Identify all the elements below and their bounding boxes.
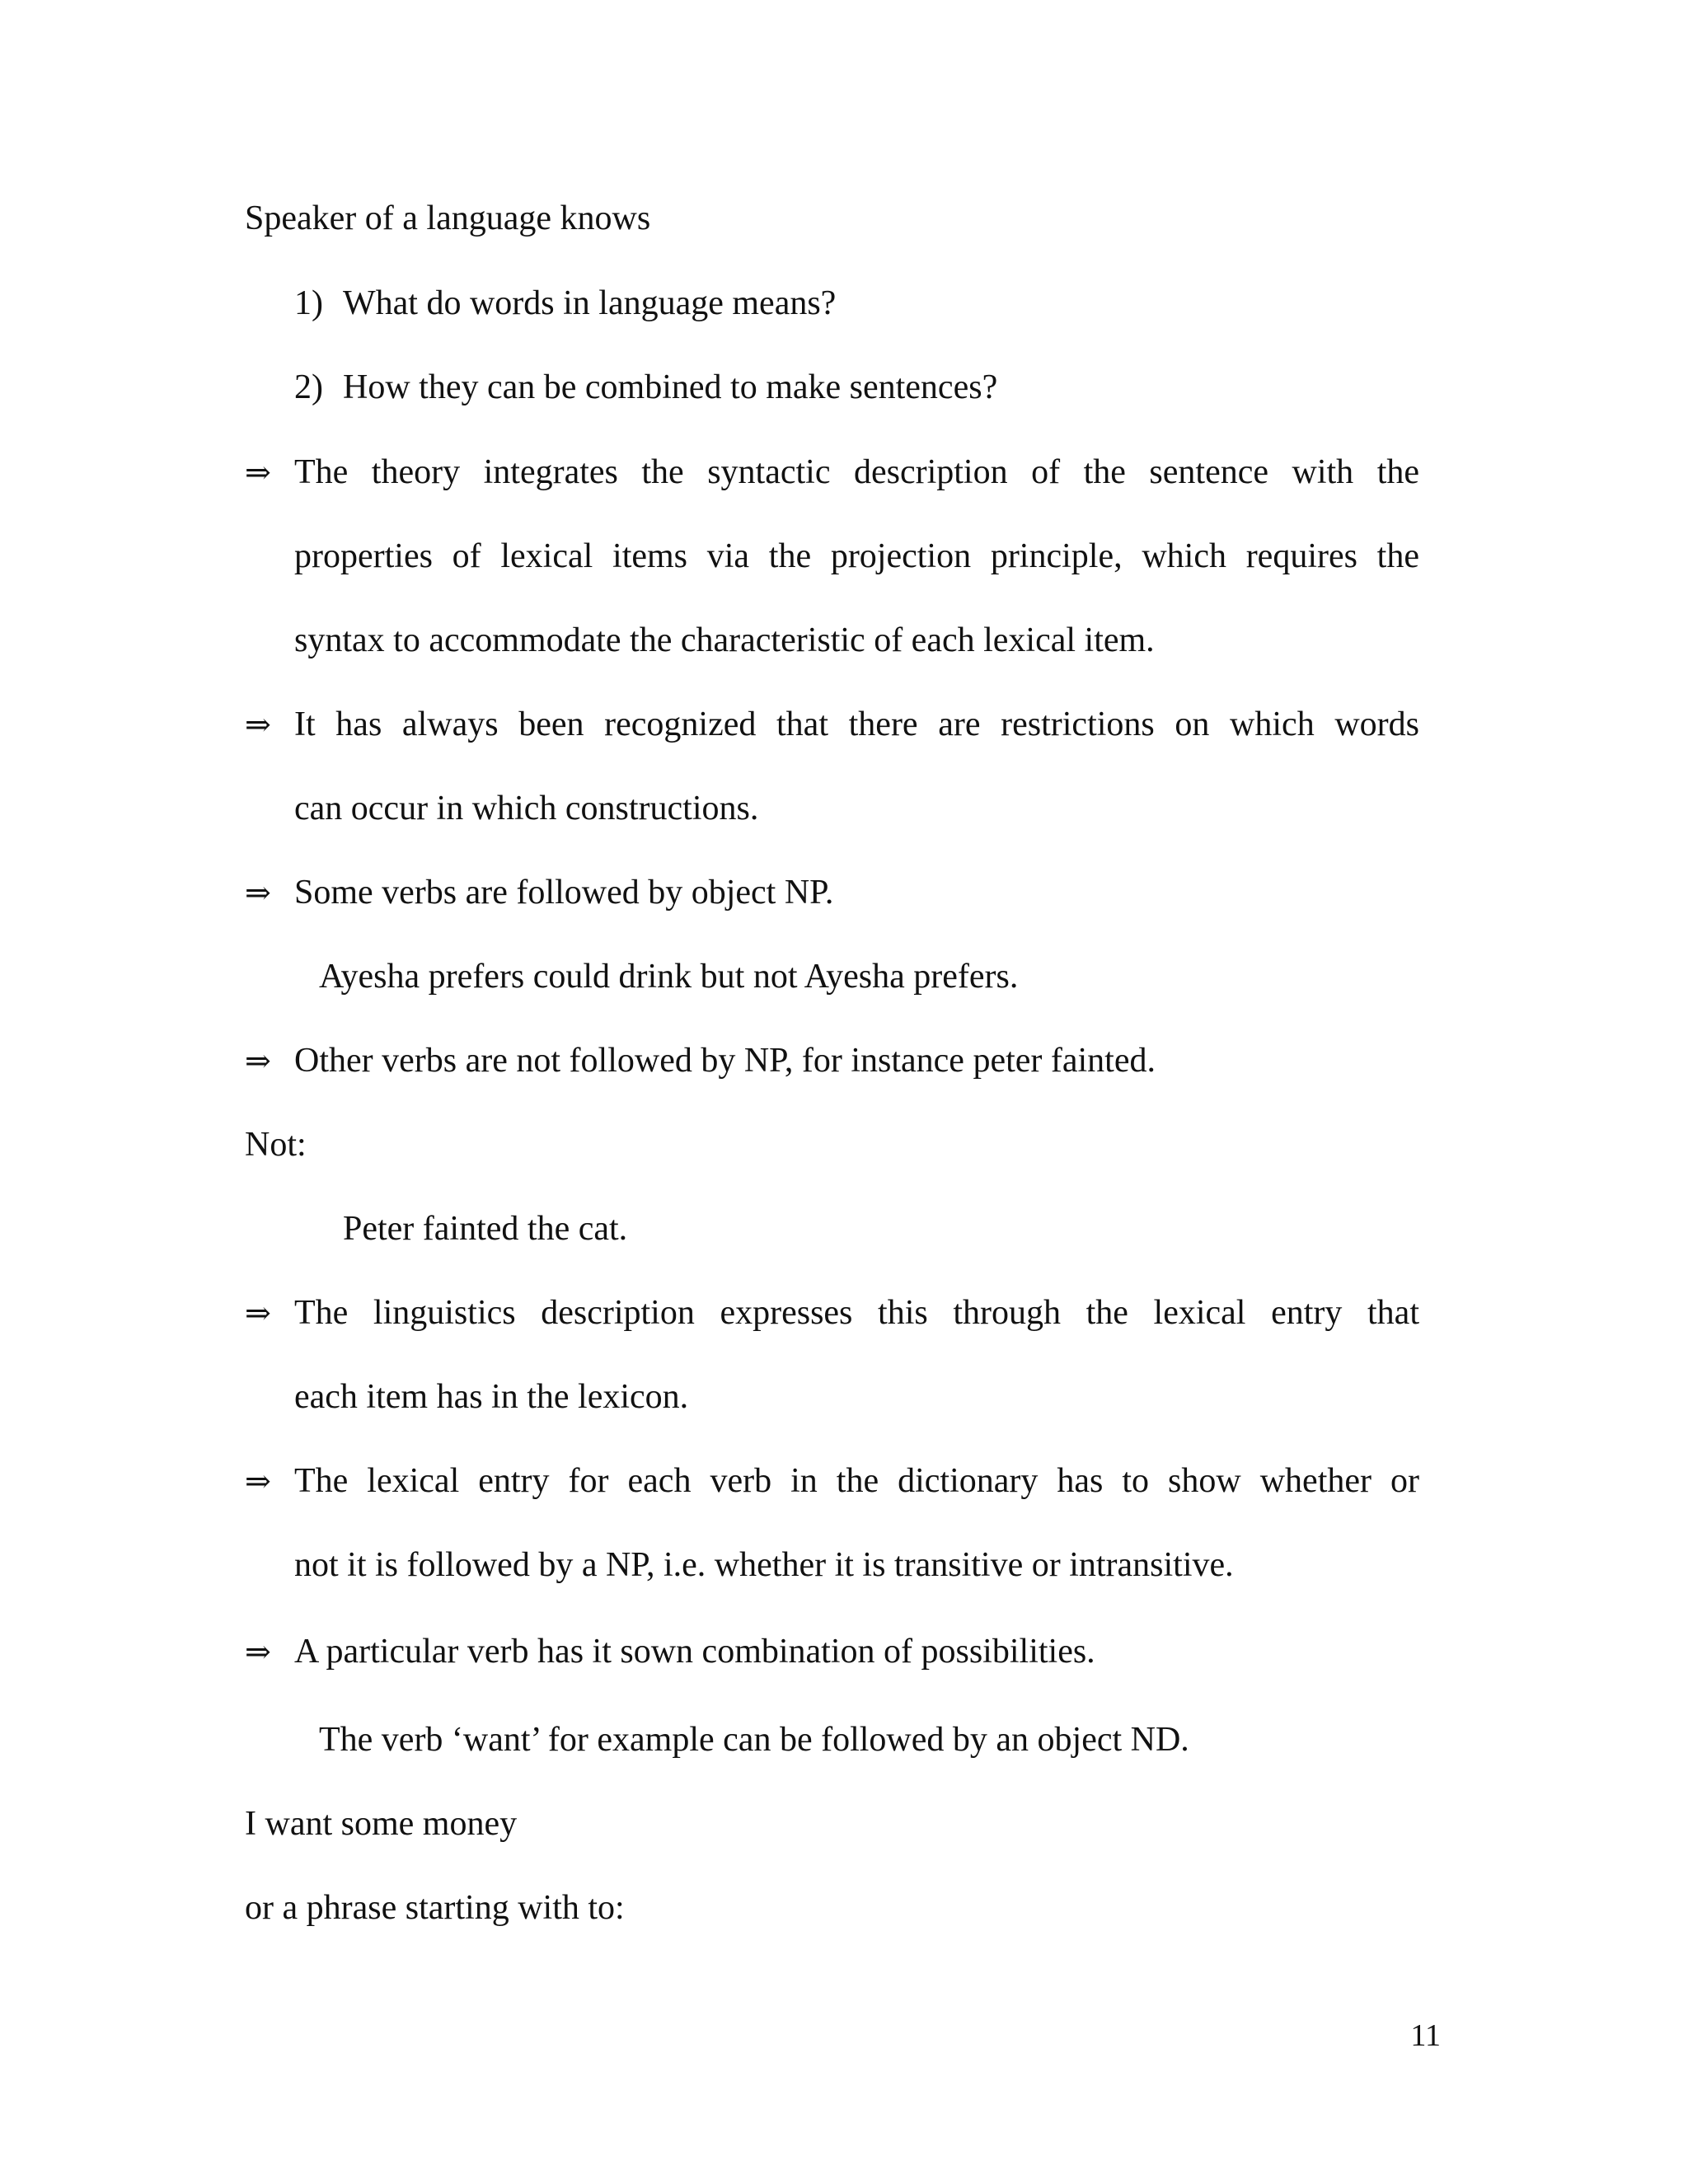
bullet-5-line-2: each item has in the lexicon. [294, 1378, 689, 1416]
example-3-text: The verb ‘want’ for example can be followed by an object ND. [319, 1721, 1189, 1759]
bullet-2-line-1: It has always been recognized that there are restrictions on which words [294, 705, 1419, 743]
example-1-text: Ayesha prefers could drink but not Ayesha prefers. [319, 958, 1019, 996]
implies-arrow-icon: ⇒ [245, 706, 271, 743]
example-2-text: Peter fainted the cat. [343, 1210, 628, 1248]
not-label: Not: [245, 1126, 307, 1164]
implies-arrow-icon: ⇒ [245, 874, 271, 911]
numbered-item-1-number: 1) [294, 284, 323, 322]
intro-text: Speaker of a language knows [245, 199, 651, 237]
bullet-1-line-2: properties of lexical items via the projection principle, which requires the [294, 537, 1419, 575]
implies-arrow-icon: ⇒ [245, 1295, 271, 1331]
bullet-3-text: Some verbs are followed by object NP. [294, 874, 834, 912]
numbered-item-2-number: 2) [294, 368, 323, 406]
money-line: I want some money [245, 1805, 518, 1843]
bullet-6-line-1: The lexical entry for each verb in the dictionary has to show whether or [294, 1462, 1419, 1500]
bullet-1-line-1: The theory integrates the syntactic description of the sentence with the [294, 453, 1419, 491]
numbered-item-1-text: What do words in language means? [343, 284, 837, 322]
bullet-1-line-3: syntax to accommodate the characteristic of each lexical item. [294, 621, 1155, 659]
bullet-4-text: Other verbs are not followed by NP, for instance peter fainted. [294, 1042, 1156, 1080]
bullet-7-text: A particular verb has it sown combination of possibilities. [294, 1633, 1095, 1671]
bullet-5-line-1: The linguistics description expresses this through the lexical entry that [294, 1294, 1419, 1332]
phrase-line: or a phrase starting with to: [245, 1889, 625, 1927]
numbered-item-2-text: How they can be combined to make sentences? [343, 368, 998, 406]
implies-arrow-icon: ⇒ [245, 1633, 271, 1670]
page-number: 11 [1410, 2018, 1441, 2053]
bullet-2-line-2: can occur in which constructions. [294, 790, 759, 827]
implies-arrow-icon: ⇒ [245, 1463, 271, 1499]
implies-arrow-icon: ⇒ [245, 454, 271, 490]
bullet-6-line-2: not it is followed by a NP, i.e. whether it is transitive or intransitive. [294, 1546, 1234, 1584]
implies-arrow-icon: ⇒ [245, 1043, 271, 1079]
